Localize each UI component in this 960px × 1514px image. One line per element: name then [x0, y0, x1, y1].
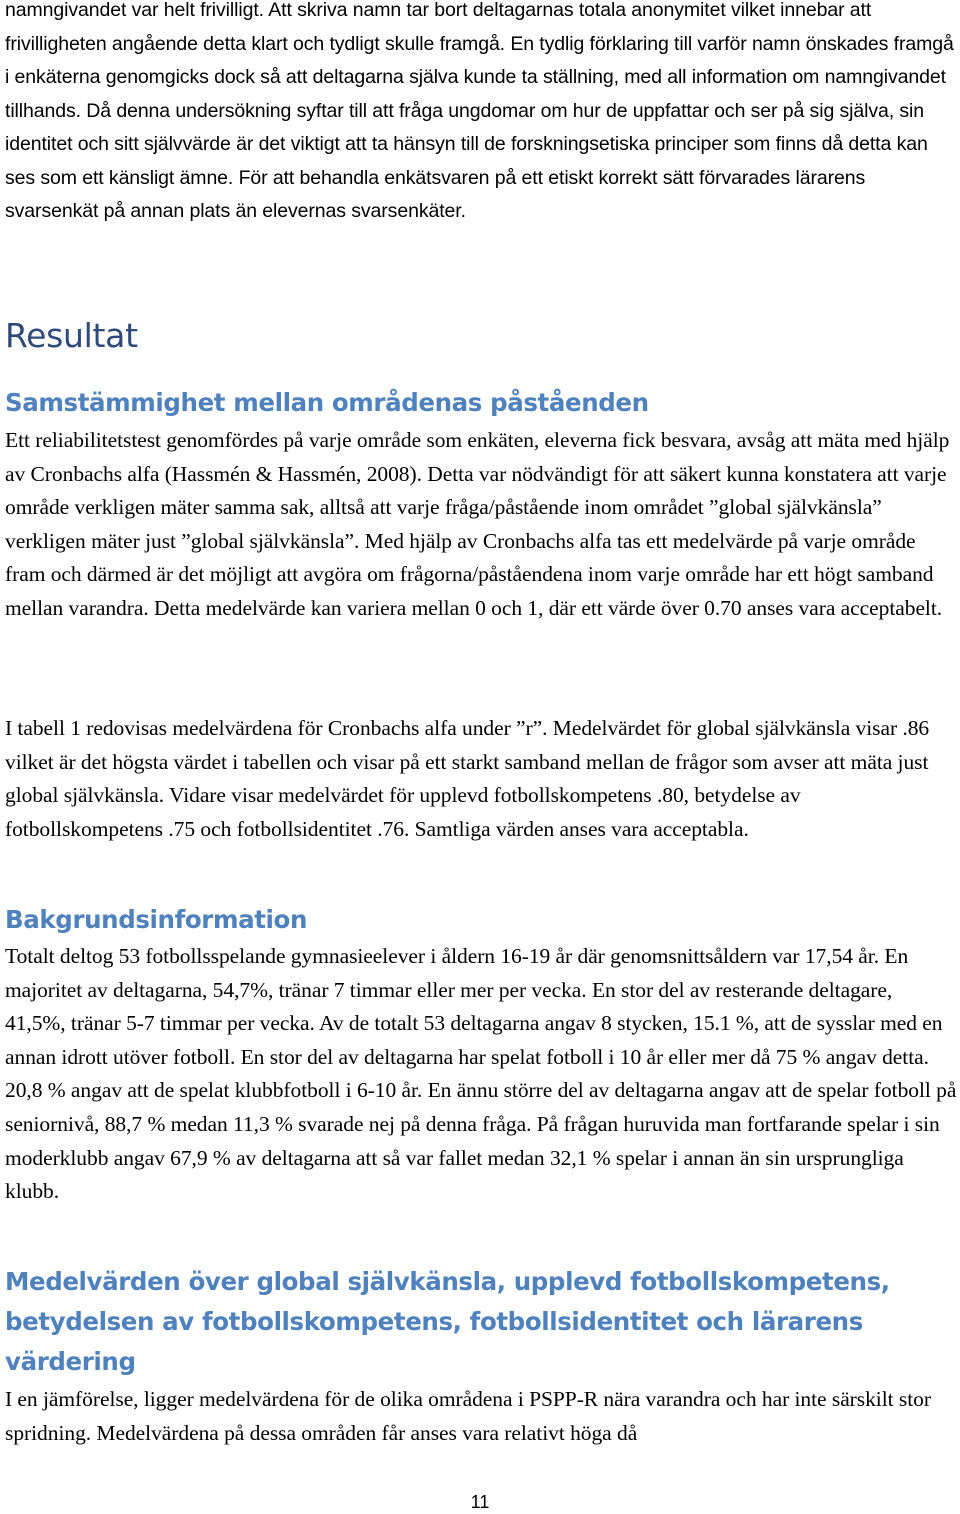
- heading-bakgrundsinformation: Bakgrundsinformation: [5, 905, 307, 934]
- paragraph-jamforelse: I en jämförelse, ligger medelvärdena för de olika områdena i PSPP-R nära varandra och har inte särskilt stor spridning. Medelvärdena på dessa områden får anses vara relativt höga då: [5, 1387, 931, 1445]
- paragraph-bakgrund: Totalt deltog 53 fotbollsspelande gymnasieelever i åldern 16-19 år där genomsnittsåldern var 17,54 år. En majoritet av deltagarna, 54,7%, tränar 7 timmar eller mer per vecka. En stor del av resterande deltagare, 41,5%, tränar 5-7 timmar per vecka. Av de totalt 53 deltagarna angav 8 stycken, 15.1 %, att de sysslar med en annan idrott utöver fotboll. En stor del av deltagarna har spelat fotboll i 10 år eller mer då 75 % angav detta. 20,8 % angav att de spelat klubbfotboll i 6-10 år. En ännu större del av deltagarna angav att de spelar fotboll på seniornivå, 88,7 % medan 11,3 % svarade nej på denna fråga. På frågan huruvida man fortfarande spelar i sin moderklubb angav 67,9 % av deltagarna att så var fallet medan 32,1 % spelar i annan än sin ursprungliga klubb.: [5, 944, 957, 1204]
- paragraph-tabell-1: I tabell 1 redovisas medelvärdena för Cronbachs alfa under ”r”. Medelvärdet för global självkänsla visar .86 vilket är det högsta värdet i tabellen och visar på ett starkt samband mellan de frågor som avser att mäta just global självkänsla. Vidare visar medelvärdet för upplevd fotbollskompetens .80, betydelse av fotbollskompetens .75 och fotbollsidentitet .76. Samtliga värden anses vara acceptabla.: [5, 716, 930, 841]
- page-number: 11: [470, 1492, 490, 1512]
- section-title-resultat: Resultat: [5, 316, 138, 355]
- heading-medelvarden: Medelvärden över global självkänsla, upplevd fotbollskompetens, betydelsen av fotbollskompetens, fotbollsidentitet och lärarens värdering: [5, 1267, 890, 1376]
- paragraph-reliabilitet: Ett reliabilitetstest genomfördes på varje område som enkäten, eleverna fick besvara, avsåg att mäta med hjälp av Cronbachs alfa (Hassmén & Hassmén, 2008). Detta var nödvändigt för att säkert kunna konstatera att varje område verkligen mäter samma sak, alltså att varje fråga/påstående inom området ”global självkänsla” verkligen mäter just ”global självkänsla”. Med hjälp av Cronbachs alfa tas ett medelvärde på varje område fram och därmed är det möjligt att avgöra om frågorna/påståendena inom varje område har ett högt samband mellan varandra. Detta medelvärde kan variera mellan 0 och 1, där ett värde över 0.70 anses vara acceptabelt.: [5, 428, 950, 620]
- heading-samstammighet: Samstämmighet mellan områdenas påståenden: [5, 388, 649, 417]
- intro-paragraph: namngivandet var helt frivilligt. Att skriva namn tar bort deltagarnas totala anonymitet vilket innebar att frivilligheten angående detta klart och tydligt skulle framgå. En tydlig förklaring till varför namn önskades framgå i enkäterna genomgicks dock så att deltagarna själva kunde ta ställning, med all information om namngivandet tillhands. Då denna undersökning syftar till att fråga ungdomar om hur de uppfattar och ser på sig själva, sin identitet och sitt självvärde är det viktigt att ta hänsyn till de forskningsetiska principer som finns då detta kan ses som ett känsligt ämne. För att behandla enkätsvaren på ett etiskt korrekt sätt förvarades lärarens svarsenkät på annan plats än elevernas svarsenkäter.: [5, 0, 954, 222]
